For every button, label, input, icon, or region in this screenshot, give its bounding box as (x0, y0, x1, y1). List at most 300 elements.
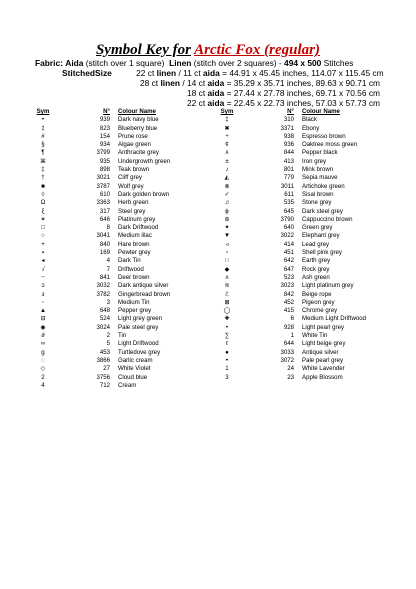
colour-name: Herb green (118, 199, 149, 207)
colour-name: Green grey (302, 224, 333, 232)
size-count: 18 ct (186, 88, 206, 98)
thread-number: 5 (106, 340, 110, 348)
symbol: 4 (41, 381, 45, 389)
key-row (216, 232, 392, 240)
thread-number: 27 (103, 365, 110, 373)
symbol: ‡ (225, 116, 229, 124)
key-row (216, 266, 392, 274)
page-title (0, 43, 416, 58)
symbol: § (41, 141, 45, 149)
colour-name: Platinum grey (118, 215, 156, 223)
thread-number: 8 (106, 224, 110, 232)
colour-name: Antique silver (302, 348, 339, 356)
key-row (32, 199, 208, 207)
colour-name: Dark steel grey (302, 207, 343, 215)
size-dimensions: = 22.45 x 22.73 inches, 57.03 x 57.73 cm (224, 98, 380, 108)
thread-number: 936 (283, 141, 294, 149)
thread-number: 841 (99, 273, 110, 281)
symbol: ‡ (41, 166, 45, 174)
key-row (216, 133, 392, 141)
key-row (32, 125, 208, 133)
key-row (32, 274, 208, 282)
colour-name: Blueberry blue (118, 124, 158, 132)
header-sym: Sym (220, 108, 234, 115)
key-row (216, 307, 392, 315)
symbol: ∞ (40, 340, 46, 348)
symbol: з (41, 290, 45, 298)
symbol: ٨ (225, 149, 229, 157)
colour-name: Ash green (302, 273, 330, 281)
colour-name: Artichoke green (302, 182, 345, 190)
key-row (216, 349, 392, 357)
thread-number: 934 (99, 141, 110, 149)
colour-name: Cloud blue (118, 373, 148, 381)
thread-number: 7 (106, 265, 110, 273)
colour-name: Medium Tin (118, 298, 150, 306)
key-row (32, 166, 208, 174)
stitched-size-label: StitchedSize (62, 68, 112, 78)
thread-number: 535 (283, 199, 294, 207)
key-row (216, 183, 392, 191)
size-count: 22 ct (136, 68, 155, 78)
fabric-line (35, 58, 353, 68)
thread-number: 169 (99, 249, 110, 257)
colour-name: Algae green (118, 141, 151, 149)
key-row (32, 266, 208, 274)
thread-number: 3790 (280, 215, 294, 223)
symbol: ✦ (224, 224, 230, 232)
thread-number: 645 (283, 207, 294, 215)
thread-number: 524 (99, 315, 110, 323)
size-dimensions: = 35.29 x 35.71 inches, 89.63 x 90.71 cm (224, 78, 380, 88)
thread-number: 3363 (96, 199, 110, 207)
colour-name: Shell pink grey (302, 249, 342, 257)
symbol: ◦ (41, 298, 45, 306)
thread-number: 3371 (280, 124, 294, 132)
key-row (32, 133, 208, 141)
key-row (216, 332, 392, 340)
colour-name: Chrome grey (302, 307, 338, 315)
linen-label: Linen (169, 58, 192, 68)
key-row (216, 357, 392, 365)
symbol: † (41, 174, 45, 182)
key-row (216, 158, 392, 166)
symbol: Ω (40, 199, 46, 207)
key-row (216, 299, 392, 307)
colour-name: Dark antique silver (118, 282, 169, 290)
symbol: ◊ (41, 190, 45, 198)
key-header (32, 108, 208, 116)
key-row (32, 183, 208, 191)
colour-name: Pale steel grey (118, 323, 159, 331)
symbol: 1 (225, 365, 229, 373)
size-fabric-alt: aida (203, 68, 220, 78)
symbol: • (41, 116, 45, 124)
thread-number: 642 (283, 257, 294, 265)
colour-name: Iron grey (302, 157, 327, 165)
size-fabric: linen (156, 68, 177, 78)
colour-name: White Lavender (302, 365, 345, 373)
thread-number: 3024 (96, 323, 110, 331)
colour-name: Light pearl grey (302, 323, 345, 331)
colour-name: Deer brown (118, 273, 150, 281)
title-pattern-name: Arctic Fox (regular) (194, 42, 321, 58)
symbol: ◃ (225, 240, 229, 248)
key-row (216, 340, 392, 348)
size-fabric-alt: aida (207, 78, 225, 88)
thread-number: 801 (283, 166, 294, 174)
symbol: ▲ (39, 307, 47, 315)
thread-number: 3782 (96, 290, 110, 298)
key-row (216, 125, 392, 133)
symbol: ♪ (225, 166, 229, 174)
symbol: ◂ (41, 257, 45, 265)
symbol: # (41, 132, 45, 140)
thread-number: 840 (99, 240, 110, 248)
thread-number: 154 (99, 132, 110, 140)
key-row (32, 340, 208, 348)
thread-number: 4 (106, 257, 110, 265)
thread-number: 3033 (280, 348, 294, 356)
symbol: ⊟ (40, 315, 46, 323)
aida-label: Aida (65, 58, 84, 68)
symbol: ¢ (225, 141, 229, 149)
symbol: ✚ (224, 315, 230, 323)
colour-name: Black (302, 116, 317, 124)
thread-number: 3 (106, 298, 110, 306)
colour-name: Dark Tin (118, 257, 141, 265)
fabric-label: Fabric: (35, 58, 63, 68)
symbol: ▫ (225, 249, 229, 257)
thread-number: 647 (283, 265, 294, 273)
linen-note: (stitch over 2 squares) - (193, 58, 282, 68)
symbol: ⌘ (39, 157, 47, 165)
key-row (216, 257, 392, 265)
colour-name: Steel grey (118, 207, 146, 215)
colour-name: Prune rose (118, 132, 148, 140)
stitch-count: 494 x 500 (284, 58, 322, 68)
symbol: ± (225, 157, 229, 165)
thread-number: 928 (283, 323, 294, 331)
colour-name: Undergrowth green (118, 157, 171, 165)
colour-name: Rock grey (302, 265, 330, 273)
key-row (32, 232, 208, 240)
colour-name: Stone grey (302, 199, 332, 207)
symbol: ξ (41, 207, 45, 215)
thread-number: 452 (283, 298, 294, 306)
thread-number: 415 (283, 307, 294, 315)
key-row (216, 374, 392, 382)
thread-number: 823 (99, 124, 110, 132)
colour-name: Pigeon grey (302, 298, 335, 306)
symbol: ▼ (223, 232, 231, 240)
key-row (216, 216, 392, 224)
key-row (32, 249, 208, 257)
symbol: ⁒ (41, 124, 45, 132)
thread-number: 1 (290, 332, 294, 340)
colour-name: Pale pearl grey (302, 356, 343, 364)
key-row (32, 374, 208, 382)
symbol: ⊛ (224, 215, 230, 223)
thread-number: 317 (99, 207, 110, 215)
colour-name: Earth grey (302, 257, 331, 265)
thread-number: 842 (283, 290, 294, 298)
size-dimensions: = 27.44 x 27.78 inches, 69.71 x 70.56 cm (224, 88, 380, 98)
colour-name: Hare brown (118, 240, 150, 248)
colour-name: Light beige grey (302, 340, 346, 348)
key-row (216, 315, 392, 323)
key-row (32, 116, 208, 124)
symbol: ⊗ (224, 182, 230, 190)
thread-number: 413 (283, 157, 294, 165)
title-main: Symbol Key for (95, 42, 191, 58)
size-line-3 (187, 88, 380, 98)
thread-number: 3866 (96, 356, 110, 364)
thread-number: 24 (287, 365, 294, 373)
thread-number: 939 (99, 116, 110, 124)
key-row (32, 315, 208, 323)
header-sym: Sym (36, 108, 50, 115)
key-row (32, 349, 208, 357)
thread-number: 3022 (280, 232, 294, 240)
colour-name: Cappuccino brown (302, 215, 353, 223)
key-row (32, 224, 208, 232)
symbol: ◇ (40, 365, 46, 373)
symbol: 2 (41, 373, 45, 381)
thread-number: 453 (99, 348, 110, 356)
symbol: + (41, 240, 45, 248)
key-row (216, 249, 392, 257)
aida-note: (stitch over 1 square) (85, 58, 165, 68)
colour-name: Lead grey (302, 240, 330, 248)
key-row (216, 199, 392, 207)
key-header (216, 108, 392, 116)
key-row (32, 208, 208, 216)
thread-number: 3787 (96, 182, 110, 190)
colour-name: Tin (118, 332, 127, 340)
colour-name: Cream (118, 381, 137, 389)
thread-number: 644 (283, 340, 294, 348)
colour-name: Driftwood (118, 265, 144, 273)
size-count-alt: / 14 ct (180, 78, 206, 88)
key-row (32, 149, 208, 157)
colour-name: Beige rope (302, 290, 332, 298)
key-row (32, 282, 208, 290)
symbol: ◆ (224, 265, 230, 273)
key-row (216, 149, 392, 157)
size-count: 28 ct (139, 78, 159, 88)
symbol: ℓ (226, 340, 228, 348)
symbol: ● (225, 348, 229, 356)
thread-number: 844 (283, 149, 294, 157)
colour-name: Apple Blossom (302, 373, 343, 381)
colour-name: Sisal brown (302, 190, 334, 198)
colour-name: Medium lilac (118, 232, 152, 240)
colour-name: Espresso brown (302, 132, 346, 140)
colour-name: Dark navy blue (118, 116, 159, 124)
header-colour-name: Colour Name (302, 108, 340, 115)
thread-number: 3021 (96, 174, 110, 182)
symbol-key-right-column (216, 108, 392, 382)
thread-number: 3072 (280, 356, 294, 364)
colour-name: White Violet (118, 365, 151, 373)
symbol: ✓ (224, 190, 230, 198)
colour-name: Anthracite grey (118, 149, 159, 157)
thread-number: 2 (106, 332, 110, 340)
size-dimensions: = 44.91 x 45.45 inches, 114.07 x 115.45 cm (219, 68, 384, 78)
colour-name: Cliff grey (118, 174, 142, 182)
colour-name: Wolf grey (118, 182, 144, 190)
key-row (216, 274, 392, 282)
symbol: ∂ (41, 332, 45, 340)
thread-number: 451 (283, 249, 294, 257)
key-row (216, 241, 392, 249)
colour-name: Pepper grey (118, 307, 152, 315)
symbol: g (41, 348, 45, 356)
symbol: ÷ (225, 132, 229, 140)
colour-name: Turtledove grey (118, 348, 161, 356)
colour-name: Light platinum grey (302, 282, 354, 290)
colour-name: Oaktree moss green (302, 141, 358, 149)
thread-number: 3032 (96, 282, 110, 290)
size-fabric: linen (160, 78, 181, 88)
key-row (32, 299, 208, 307)
thread-number: 898 (99, 166, 110, 174)
colour-name: Teak brown (118, 166, 150, 174)
thread-number: 646 (99, 215, 110, 223)
symbol: ■ (41, 182, 45, 190)
symbol: ɔ (41, 282, 45, 290)
symbol: ○ (41, 232, 45, 240)
thread-number: 3799 (96, 149, 110, 157)
symbol-key-left-column (32, 108, 208, 390)
key-row (216, 141, 392, 149)
colour-name: Pepper black (302, 149, 338, 157)
key-row (216, 282, 392, 290)
key-row (216, 166, 392, 174)
symbol: ∷ (225, 257, 229, 265)
size-fabric-alt: aida (207, 88, 225, 98)
size-count: 22 ct (186, 98, 206, 108)
thread-number: 6 (290, 315, 294, 323)
thread-number: 310 (283, 116, 294, 124)
key-row (32, 158, 208, 166)
key-row (216, 365, 392, 373)
symbol: ⊠ (224, 298, 230, 306)
key-row (216, 116, 392, 124)
size-count-alt: / 11 ct (176, 68, 201, 78)
thread-number: 648 (99, 307, 110, 315)
thread-number: 610 (99, 190, 110, 198)
thread-number: 3756 (96, 373, 110, 381)
key-row (32, 216, 208, 224)
symbol: • (225, 323, 229, 331)
colour-name: Dark golden brown (118, 190, 170, 198)
colour-name: Medium Light Driftwood (302, 315, 367, 323)
colour-name: Gingerbread brown (118, 290, 171, 298)
stitches-word: Stitches (323, 58, 354, 68)
key-row (32, 365, 208, 373)
thread-number: 3041 (96, 232, 110, 240)
key-row (32, 241, 208, 249)
colour-name: White Tin (302, 332, 328, 340)
symbol: ◯ (223, 307, 231, 315)
symbol: ℰ (225, 290, 229, 298)
symbol: ¶ (41, 149, 45, 157)
key-row (32, 141, 208, 149)
key-row (216, 291, 392, 299)
symbol: ≋ (224, 282, 230, 290)
symbol: ▪ (41, 249, 45, 257)
key-row (32, 257, 208, 265)
thread-number: 712 (99, 381, 110, 389)
thread-number: 523 (283, 273, 294, 281)
header-number: N° (287, 108, 294, 115)
key-row (216, 174, 392, 182)
key-row (32, 357, 208, 365)
size-line-1 (62, 68, 384, 78)
symbol: ◌ (41, 356, 45, 364)
symbol: ✖ (224, 124, 230, 132)
key-row (32, 382, 208, 390)
thread-number: 611 (284, 190, 294, 198)
symbol: − (41, 273, 45, 281)
key-row (216, 224, 392, 232)
key-row (32, 307, 208, 315)
symbol: ✶ (40, 215, 46, 223)
symbol: ◓ (225, 356, 229, 364)
header-colour-name: Colour Name (118, 108, 156, 115)
symbol: ϕ (225, 207, 229, 215)
thread-number: 938 (283, 132, 294, 140)
thread-number: 23 (287, 373, 294, 381)
header-number: N° (103, 108, 110, 115)
colour-name: Ebony (302, 124, 320, 132)
key-row (32, 191, 208, 199)
thread-number: 3011 (280, 182, 294, 190)
symbol: ♫ (224, 199, 230, 207)
size-line-2 (140, 78, 380, 88)
symbol: ◉ (40, 323, 46, 331)
key-row (32, 291, 208, 299)
thread-number: 935 (99, 157, 110, 165)
colour-name: Dark Driftwood (118, 224, 159, 232)
thread-number: 640 (283, 224, 294, 232)
thread-number: 779 (283, 174, 294, 182)
colour-name: Garlic cream (118, 356, 153, 364)
colour-name: Sepia mauve (302, 174, 338, 182)
colour-name: Light grey green (118, 315, 163, 323)
size-fabric-alt: aida (207, 98, 225, 108)
key-row (216, 324, 392, 332)
colour-name: Pewter grey (118, 249, 151, 257)
symbol: 3 (225, 373, 229, 381)
key-row (216, 191, 392, 199)
symbol: □ (41, 224, 45, 232)
thread-number: 3023 (280, 282, 294, 290)
symbol: √ (41, 265, 45, 273)
symbol: ∑ (224, 332, 230, 340)
key-row (216, 208, 392, 216)
thread-number: 414 (283, 240, 294, 248)
colour-name: Light Driftwood (118, 340, 159, 348)
key-row (32, 174, 208, 182)
key-row (32, 324, 208, 332)
colour-name: Elephant grey (302, 232, 340, 240)
symbol: ʌ (225, 273, 229, 281)
size-line-4 (187, 98, 380, 108)
key-row (32, 332, 208, 340)
